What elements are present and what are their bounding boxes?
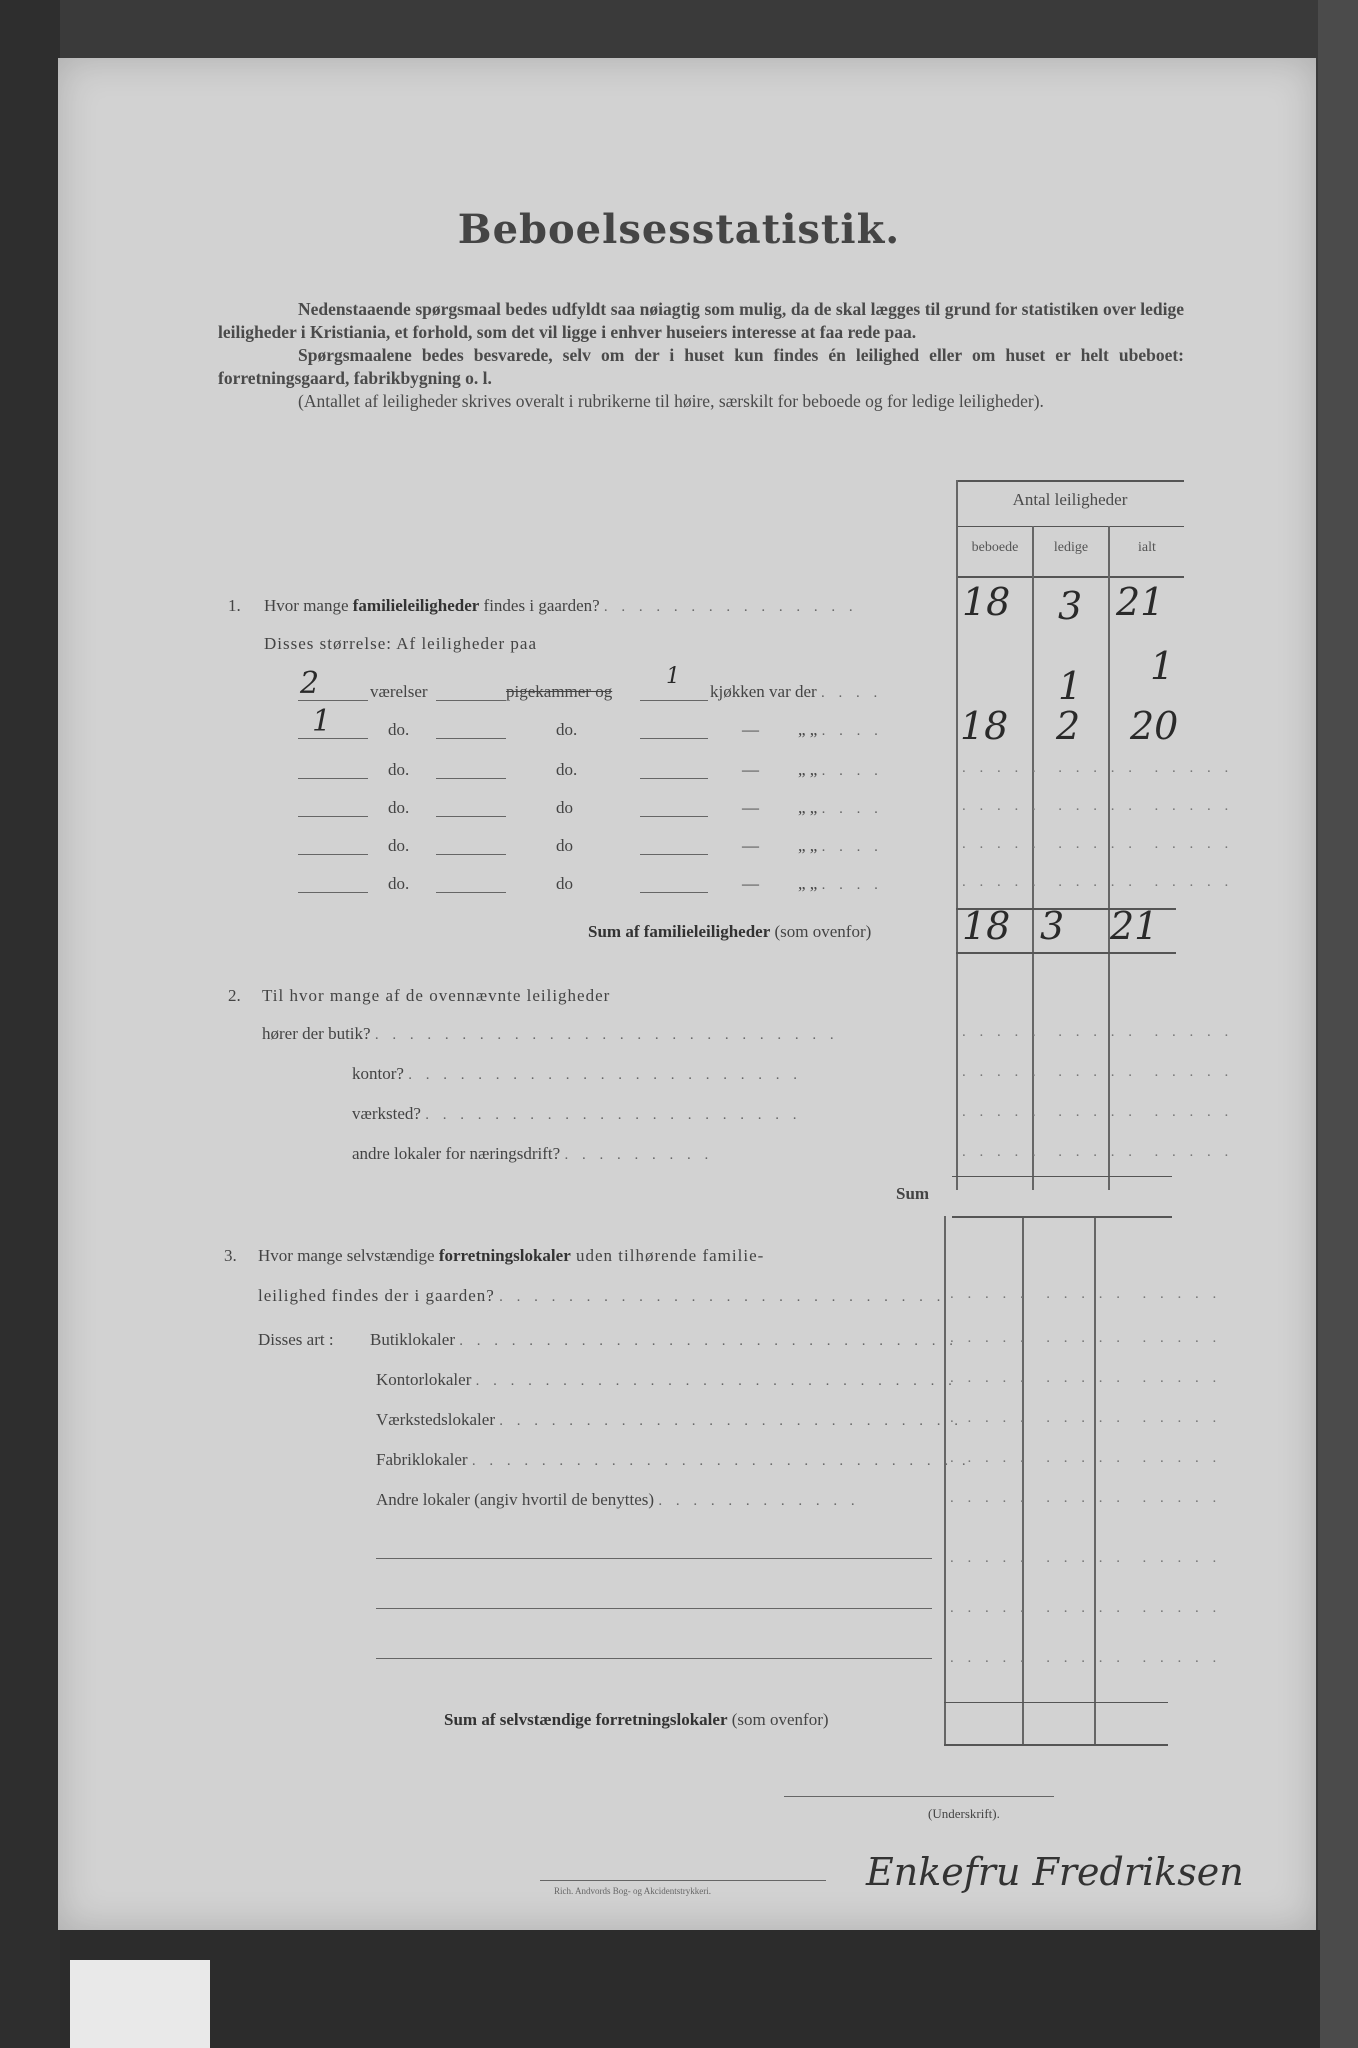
film-frame-bottom	[60, 1930, 1320, 2048]
q3-types-label: Disses art :	[258, 1330, 334, 1349]
table-columns-rule	[956, 576, 1184, 578]
row2-ditto: „ „ . . . .	[798, 720, 883, 739]
q3-line1	[258, 1246, 764, 1266]
q3-type-andre: Andre lokaler (angiv hvortil de benyttes) . . . . . . . . . . . .	[376, 1490, 860, 1509]
signature-label: (Underskrift).	[928, 1806, 1000, 1821]
row4-do: do.	[388, 798, 410, 817]
q3-line1-b: forretningslokaler	[438, 1246, 571, 1265]
q3-line1-c: uden tilhørende familie-	[570, 1246, 765, 1265]
row1-ledige-answer: 1	[1058, 664, 1083, 708]
q3-type-kontor-text: Kontorlokaler	[376, 1370, 472, 1389]
ditto-text: „ „	[798, 874, 818, 893]
q1-ledige-answer: 3	[1058, 584, 1083, 628]
cells-q3-line2: . . . . . . . . . . . . . . .	[950, 1286, 1222, 1302]
row3-kitchen-line	[640, 778, 708, 779]
kitchen-label-text: kjøkken var der	[710, 682, 817, 701]
row5-do: do.	[388, 836, 410, 855]
row3-blank-line	[436, 778, 506, 779]
row2-kitchen-line	[640, 738, 708, 739]
q3-sum-bottom-rule	[944, 1744, 1168, 1746]
cells-q3-blank-1: . . . . . . . . . . . . . . .	[950, 1550, 1222, 1566]
row2-ledige-answer: 2	[1056, 704, 1081, 748]
row3-do: do.	[388, 760, 410, 779]
row1-room-label: værelser	[370, 682, 428, 701]
q1-sum-a: Sum af	[588, 922, 644, 941]
row1-kitchen-answer: 1	[666, 664, 680, 689]
ditto-text: „ „	[798, 760, 818, 779]
row2-beboede-answer: 18	[960, 704, 1009, 748]
row1-kitchen-label: kjøkken var der . . . .	[710, 682, 883, 701]
q3-type-butik-text: Butiklokaler	[370, 1330, 455, 1349]
q2-verksted-text: værksted?	[352, 1104, 421, 1123]
row6-kitchen-line	[640, 892, 708, 893]
column-ialt: ialt	[1138, 540, 1156, 555]
q2-butik: hører der butik? . . . . . . . . . . . . . . . . . . . . . . . . . . .	[262, 1024, 839, 1043]
q2-verksted: værksted? . . . . . . . . . . . . . . . . . . . . . .	[352, 1104, 802, 1123]
q2-number: 2.	[228, 986, 241, 1005]
intro-paragraph-2: Spørgsmaalene bedes besvarede, selv om der i huset kun findes én leilighed eller om huset er helt ubeboet: forretningsgaard, fabrikbygning o. l.	[218, 345, 1184, 388]
printer-rule	[540, 1880, 826, 1881]
row4-kitchen-line	[640, 816, 708, 817]
ditto-text: „ „	[798, 720, 818, 739]
q2-butik-text: hører der butik?	[262, 1024, 371, 1043]
film-frame-right	[1318, 0, 1358, 2048]
q1-text-a: Hvor mange	[264, 596, 353, 615]
row2-dash: —	[742, 720, 759, 739]
q2-sum-label: Sum	[896, 1184, 930, 1203]
table-vline-1	[956, 480, 958, 1190]
cells-q3-blank-3: . . . . . . . . . . . . . . .	[950, 1650, 1222, 1666]
q3-sum-a: Sum af	[444, 1710, 500, 1729]
cells-q2-butik: . . . . . . . . . . . . . . .	[962, 1024, 1234, 1040]
row2-rooms-answer: 1	[312, 704, 332, 739]
row5-dash: —	[742, 836, 759, 855]
q3-sum-b: selvstændige forretningslokaler	[499, 1710, 728, 1729]
cells-q3-blank-2: . . . . . . . . . . . . . . .	[950, 1600, 1222, 1616]
cells-q2-andre: . . . . . . . . . . . . . . .	[962, 1144, 1234, 1160]
cells-q3-kontor: . . . . . . . . . . . . . . .	[950, 1370, 1222, 1386]
table-header: Antal leiligheder	[1012, 490, 1128, 509]
cells-row4: . . . . . . . . . . . . . . .	[962, 798, 1234, 814]
q3-type-butik: Butiklokaler . . . . . . . . . . . . . . . . . . . . . . . . . . . . .	[370, 1330, 958, 1349]
row5-do-b: do	[556, 836, 573, 855]
cells-q2-kontor: . . . . . . . . . . . . . . .	[962, 1064, 1234, 1080]
q3-blank-line-2	[376, 1608, 932, 1609]
q3-type-verksted-text: Værkstedslokaler	[376, 1410, 495, 1429]
row1-kitchen-line	[640, 700, 708, 701]
ditto-text: „ „	[798, 836, 818, 855]
row1-blank-line	[436, 700, 506, 701]
q2-line1: Til hvor mange af de ovennævnte leiligheder	[262, 986, 611, 1005]
q1-sizes-label: Disses størrelse: Af leiligheder paa	[264, 634, 537, 653]
q3-number: 3.	[224, 1246, 237, 1265]
row1-rooms-answer: 2	[300, 666, 320, 701]
q1-number: 1.	[228, 596, 241, 615]
row3-ditto: „ „ . . . .	[798, 760, 883, 779]
q1-sum-bottom-rule	[956, 952, 1176, 954]
q3-sum-top-rule	[944, 1702, 1168, 1703]
row2-do: do.	[388, 720, 410, 739]
intro-text	[218, 298, 1184, 413]
film-glare	[70, 1960, 210, 2048]
q1-sum-beboede: 18	[962, 904, 1011, 948]
cells-row3: . . . . . . . . . . . . . . .	[962, 760, 1234, 776]
table-vline-2	[1032, 526, 1034, 1190]
cells-q3-fabrik: . . . . . . . . . . . . . . .	[950, 1450, 1222, 1466]
row6-rooms-line	[298, 892, 368, 893]
q2-kontor: kontor? . . . . . . . . . . . . . . . . . . . . . . .	[352, 1064, 802, 1083]
row4-blank-line	[436, 816, 506, 817]
intro-paragraph-3: (Antallet af leiligheder skrives overalt i rubrikerne til høire, særskilt for beboede og for ledige leiligheder).	[298, 391, 1044, 411]
q3-type-verksted: Værkstedslokaler . . . . . . . . . . . . . . . . . . . . . . . . . . .	[376, 1410, 963, 1429]
q3-line2-text: leilighed findes der i gaarden?	[258, 1286, 495, 1305]
q1-sum-ialt: 21	[1110, 904, 1159, 948]
table-vline-3	[1108, 526, 1110, 1190]
row2-do-b: do.	[556, 720, 578, 739]
signature-line	[784, 1796, 1054, 1797]
row6-blank-line	[436, 892, 506, 893]
handwritten-signature: Enkefru Fredriksen	[866, 1850, 1244, 1894]
film-frame-left	[0, 0, 60, 2048]
q3-type-fabrik-text: Fabriklokaler	[376, 1450, 468, 1469]
row5-kitchen-line	[640, 854, 708, 855]
q3-type-fabrik: Fabriklokaler . . . . . . . . . . . . . . . . . . . . . . . . . . . . .	[376, 1450, 971, 1469]
q3-type-andre-text: Andre lokaler (angiv hvortil de benyttes)	[376, 1490, 655, 1509]
row6-ditto: „ „ . . . .	[798, 874, 883, 893]
q3-line2: leilighed findes der i gaarden? . . . . . . . . . . . . . . . . . . . . . . . . . .	[258, 1286, 946, 1305]
ditto-text: „ „	[798, 798, 818, 817]
q1-text-c: findes i gaarden?	[479, 596, 600, 615]
q2-andre: andre lokaler for næringsdrift? . . . . . . . . .	[352, 1144, 714, 1163]
row6-dash: —	[742, 874, 759, 893]
cells-q3-verksted: . . . . . . . . . . . . . . .	[950, 1410, 1222, 1426]
form-title: Beboelsesstatistik.	[457, 206, 901, 253]
q1-beboede-answer: 18	[962, 580, 1011, 624]
column-beboede: beboede	[971, 540, 1019, 555]
row4-ditto: „ „ . . . .	[798, 798, 883, 817]
cells-q3-butik: . . . . . . . . . . . . . . .	[950, 1330, 1222, 1346]
row2-blank-line	[436, 738, 506, 739]
q3-sum-c: (som ovenfor)	[727, 1710, 829, 1729]
cells-row5: . . . . . . . . . . . . . . .	[962, 836, 1234, 852]
row4-rooms-line	[298, 816, 368, 817]
printer-credit: Rich. Andvords Bog- og Akcidentstrykkeri.	[554, 1886, 711, 1896]
row5-ditto: „ „ . . . .	[798, 836, 883, 855]
intro-paragraph-1: Nedenstaaende spørgsmaal bedes udfyldt saa nøiagtig som mulig, da de skal lægges til grund for statistiken over ledige leiligheder i Kristiania, et forhold, som det vil ligge i enhver huseiers interesse at faa rede paa.	[218, 299, 1184, 342]
cells-q3-andre: . . . . . . . . . . . . . . .	[950, 1490, 1222, 1506]
row1-maid-label: pigekammer og	[506, 682, 613, 701]
q3-blank-line-1	[376, 1558, 932, 1559]
table-top-rule	[956, 480, 1184, 482]
row1-ialt-answer: 1	[1150, 644, 1175, 688]
row2-ialt-answer: 20	[1130, 704, 1179, 748]
row3-rooms-line	[298, 778, 368, 779]
row6-do: do.	[388, 874, 410, 893]
q2-sum-top-rule	[952, 1176, 1172, 1177]
q1-sum-ledige: 3	[1040, 904, 1065, 948]
q2-andre-text: andre lokaler for næringsdrift?	[352, 1144, 561, 1163]
q2-kontor-text: kontor?	[352, 1064, 404, 1083]
cells-row6: . . . . . . . . . . . . . . .	[962, 874, 1234, 890]
row1-rooms-line	[298, 700, 368, 701]
table-header-rule	[956, 526, 1184, 527]
row2-rooms-line	[298, 738, 368, 739]
q1-sum-b: familieleiligheder	[643, 922, 771, 941]
row3-do-b: do.	[556, 760, 578, 779]
q1-question: Hvor mange familieleiligheder findes i gaarden? . . . . . . . . . . . . . . .	[264, 596, 858, 615]
row4-do-b: do	[556, 798, 573, 817]
row4-dash: —	[742, 798, 759, 817]
q3-sum-label	[444, 1710, 829, 1730]
q1-ialt-answer: 21	[1116, 580, 1165, 624]
cells-q2-verksted: . . . . . . . . . . . . . . .	[962, 1104, 1234, 1120]
row5-rooms-line	[298, 854, 368, 855]
row6-do-b: do	[556, 874, 573, 893]
q1-sum-c: (som ovenfor)	[770, 922, 872, 941]
q1-sum-label	[588, 922, 871, 942]
q3-blank-line-3	[376, 1658, 932, 1659]
row5-blank-line	[436, 854, 506, 855]
q1-text-b: familieleiligheder	[352, 596, 480, 615]
q3-type-kontor: Kontorlokaler . . . . . . . . . . . . . . . . . . . . . . . . . . . .	[376, 1370, 957, 1389]
q3-line1-a: Hvor mange selvstændige	[258, 1246, 439, 1265]
row3-dash: —	[742, 760, 759, 779]
column-ledige: ledige	[1053, 540, 1089, 555]
q2-sum-bottom-rule	[952, 1216, 1172, 1218]
